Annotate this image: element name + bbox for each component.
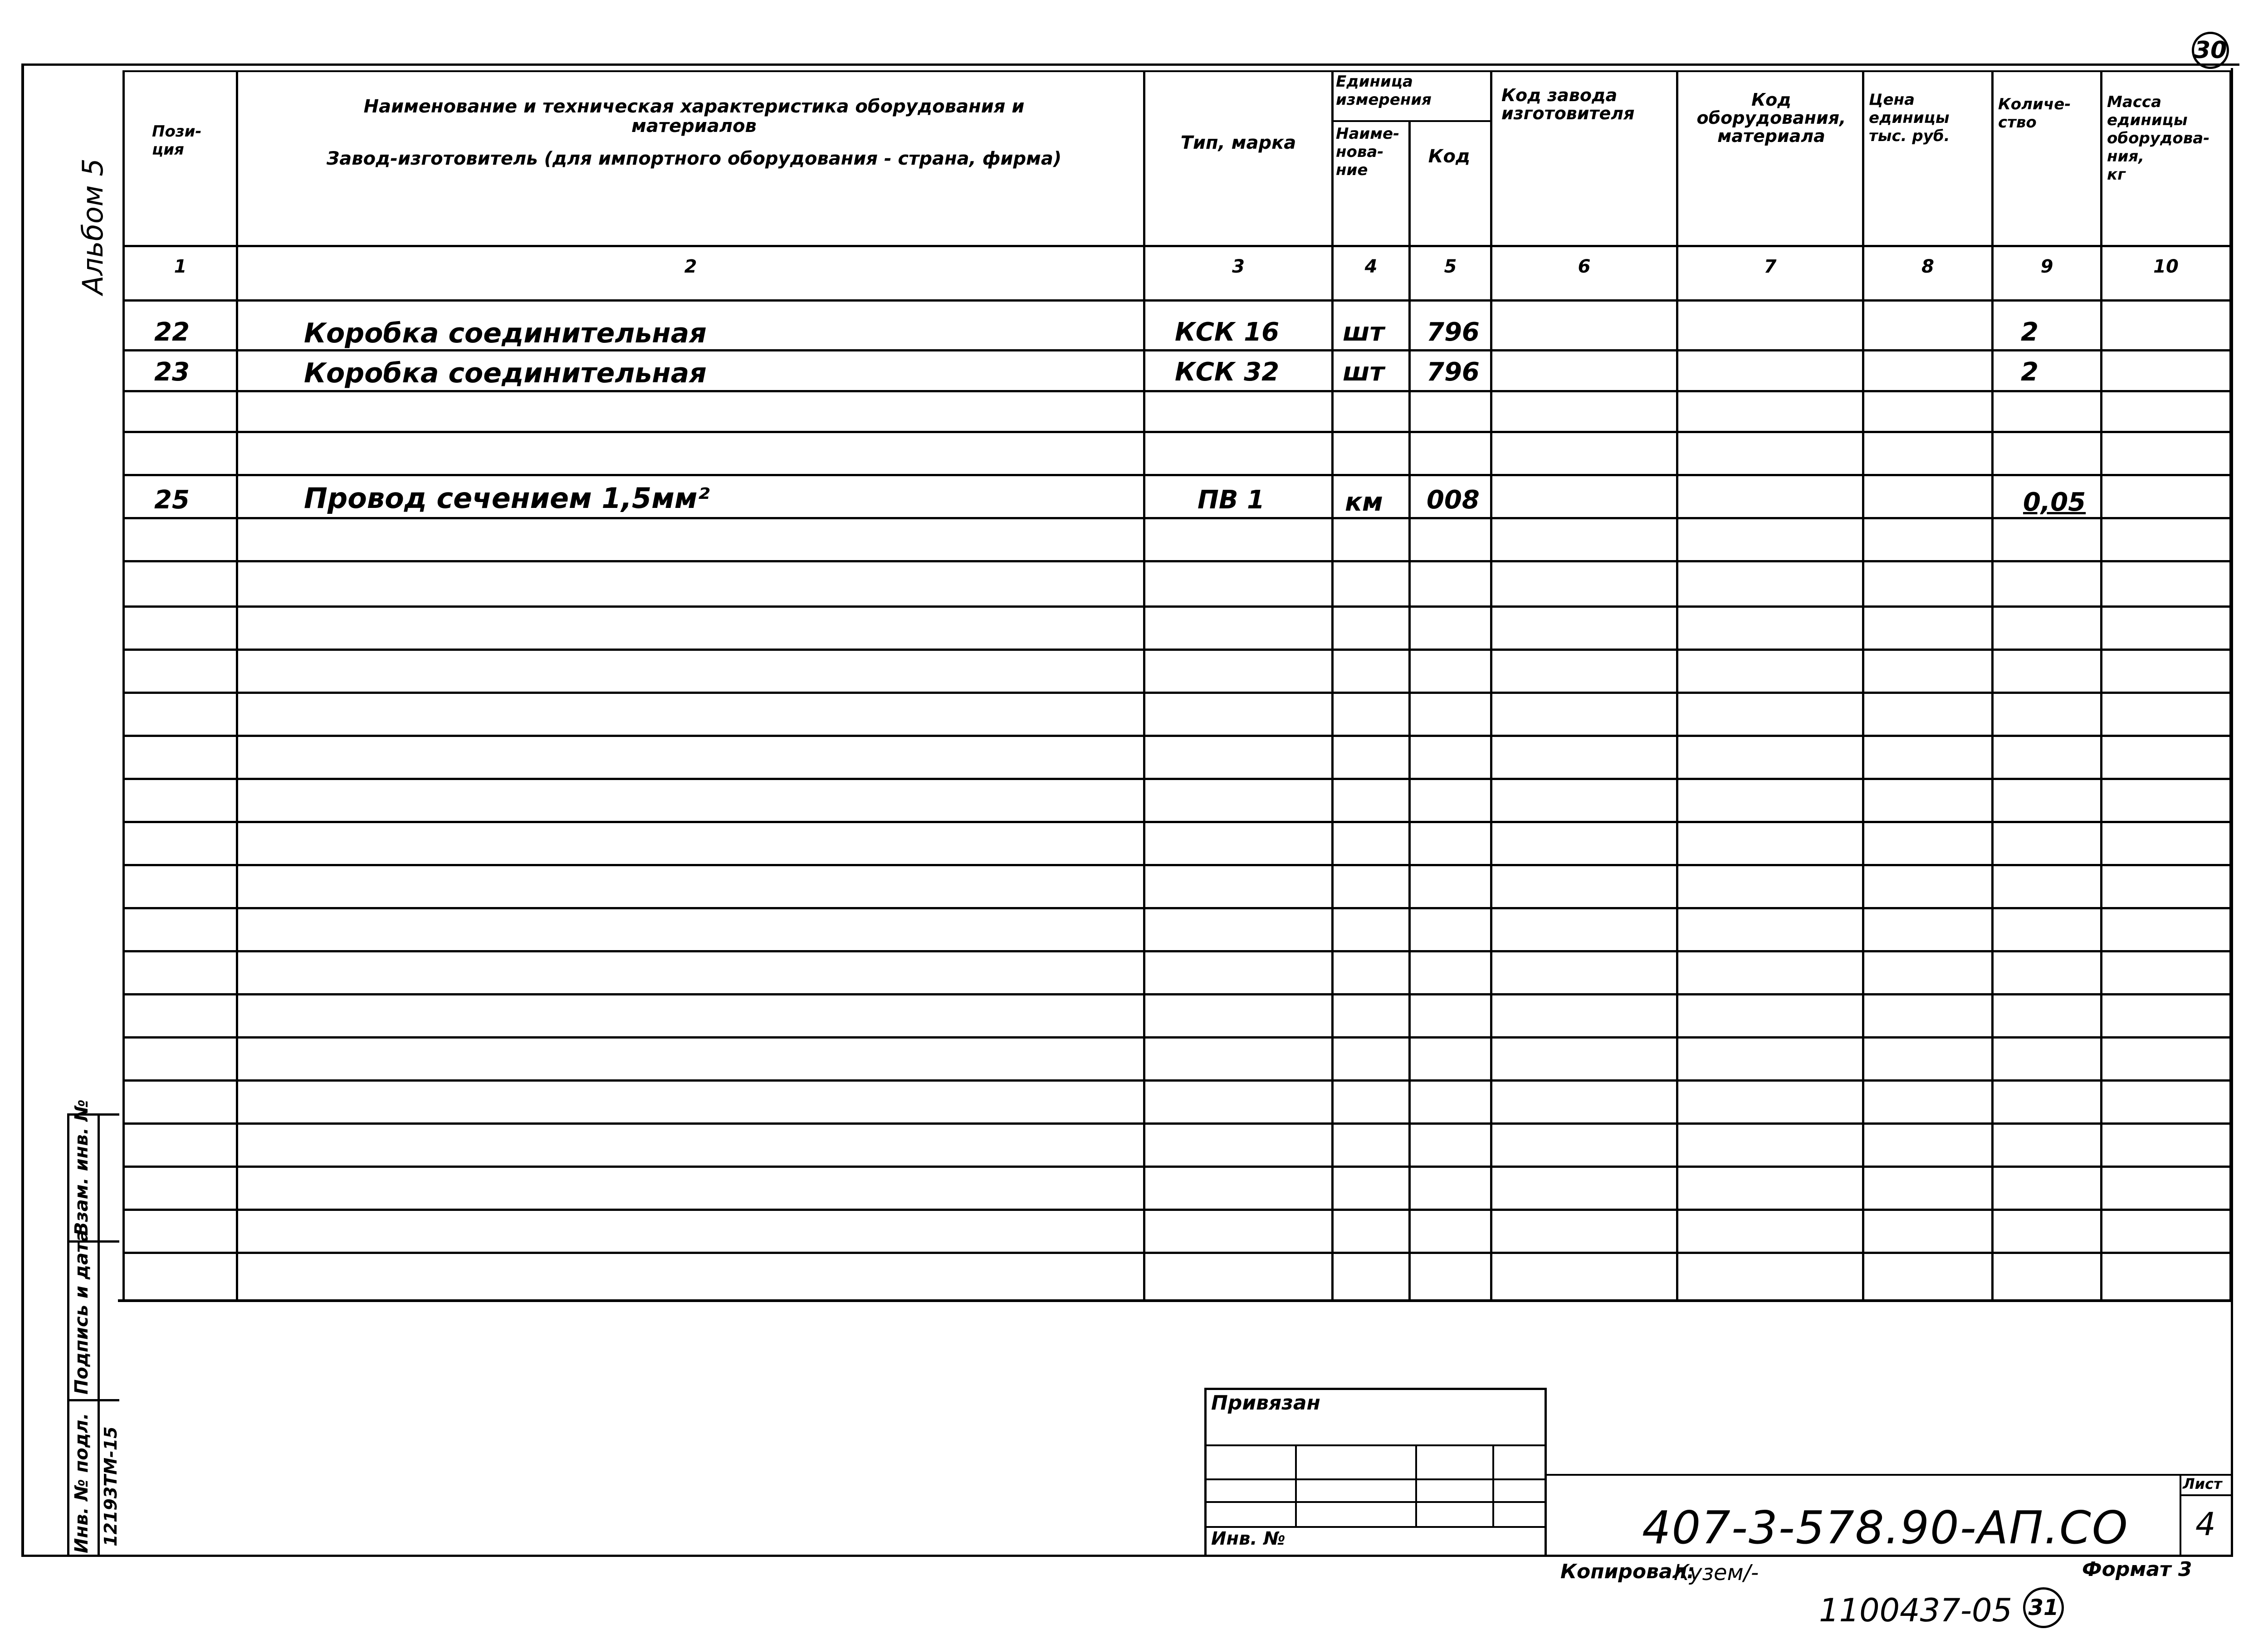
column-number: 10 — [2153, 256, 2179, 277]
binding-col — [1295, 1444, 1297, 1526]
grid-col — [1862, 70, 1864, 1302]
grid-col — [2100, 70, 2102, 1302]
binding-col — [1492, 1444, 1494, 1526]
header-name-line2: материалов — [631, 116, 757, 137]
grid-col — [1991, 70, 1994, 1302]
grid-row — [122, 778, 2232, 780]
grid-row — [122, 431, 2232, 433]
grid-col — [1408, 120, 1411, 1302]
header-type: Тип, марка — [1180, 132, 1296, 153]
title-top-line — [1547, 1474, 2232, 1476]
column-number: 3 — [1232, 256, 1245, 277]
inv-no-label: Инв. № — [1211, 1528, 1286, 1549]
grid-row — [122, 1209, 2232, 1211]
sheet-cell-split — [2180, 1494, 2232, 1496]
column-number: 4 — [1364, 256, 1378, 277]
grid-row — [122, 1166, 2232, 1168]
column-number: 1 — [174, 256, 187, 277]
grid-bottom — [118, 1299, 2232, 1302]
grid-row — [122, 1252, 2232, 1254]
header-unit-name: Наиме- нова- ние — [1336, 125, 1400, 179]
grid-col — [2229, 70, 2232, 1302]
grid-col — [1676, 70, 1678, 1302]
stamp-divider — [98, 1113, 100, 1556]
row-quantity: 2 — [2021, 357, 2038, 387]
grid-colnum-bottom — [122, 299, 2232, 302]
row-quantity: 2 — [2021, 317, 2038, 347]
grid-row — [122, 821, 2232, 823]
row-unit-code: 796 — [1427, 357, 1480, 387]
column-number: 8 — [1921, 256, 1934, 277]
grid-col — [236, 70, 238, 1302]
grid-row — [122, 907, 2232, 909]
grid-row — [122, 349, 2232, 351]
archive-number: 1100437-05 — [1819, 1592, 2013, 1629]
column-number: 5 — [1444, 256, 1457, 277]
grid-col — [122, 70, 125, 1302]
row-type: КСК 32 — [1175, 357, 1280, 387]
grid-row — [122, 390, 2232, 392]
column-number: 2 — [684, 256, 697, 277]
frame-bottom-edge — [21, 1555, 2233, 1557]
format-label: Формат 3 — [2082, 1558, 2192, 1581]
grid-col — [1143, 70, 1145, 1302]
grid-row — [122, 605, 2232, 608]
grid-row — [122, 864, 2232, 866]
sheet-cell-left — [2180, 1474, 2181, 1556]
copied-by-signature: Кузем/- — [1674, 1560, 1759, 1585]
column-number: 9 — [2040, 256, 2053, 277]
grid-row — [122, 950, 2232, 952]
sheet-badge — [2192, 32, 2229, 69]
sheet-number: 4 — [2195, 1506, 2216, 1543]
row-name: Коробка соединительная — [304, 357, 707, 389]
header-position: Пози- ция — [152, 122, 202, 159]
row-position: 23 — [154, 357, 190, 387]
stamp-replace-inv: Взам. инв. № — [71, 1099, 92, 1236]
copied-by-label: Копировал: — [1560, 1560, 1695, 1583]
header-unit-code: Код — [1428, 146, 1471, 167]
binding-row — [1204, 1526, 1547, 1528]
sheet-label: Лист — [2183, 1475, 2222, 1493]
binding-label: Привязан — [1211, 1391, 1320, 1415]
row-name: Коробка соединительная — [304, 317, 707, 349]
grid-row — [122, 692, 2232, 694]
row-name: Провод сечением 1,5мм² — [304, 482, 710, 515]
row-unit: шт — [1343, 317, 1384, 347]
binding-col — [1415, 1444, 1417, 1526]
grid-col — [1490, 70, 1492, 1302]
binding-row — [1204, 1501, 1547, 1503]
header-quantity: Количе- ство — [1998, 95, 2071, 132]
grid-row — [122, 649, 2232, 651]
spec-table — [122, 70, 2232, 1304]
column-number: 7 — [1764, 256, 1777, 277]
header-mass: Масса единицы оборудова- ния, кг — [2107, 93, 2210, 184]
row-unit-code: 796 — [1427, 317, 1480, 347]
header-factory-code: Код завода изготовителя — [1501, 85, 1635, 123]
grid-row — [122, 560, 2232, 562]
grid-row — [122, 474, 2232, 476]
grid-row — [122, 1036, 2232, 1039]
row-position: 22 — [154, 317, 190, 347]
grid-row — [122, 1122, 2232, 1125]
row-unit: шт — [1343, 357, 1384, 387]
row-type: КСК 16 — [1175, 317, 1280, 347]
stamp-inv-orig: Инв. № подл. — [71, 1413, 92, 1553]
stamp-signature-date: Подпись и дата — [71, 1229, 92, 1395]
row-quantity: 0,05 — [2023, 488, 2086, 517]
grid-row — [122, 517, 2232, 519]
header-equipment-code: Код оборудования, материала — [1696, 90, 1846, 146]
row-unit-code: 008 — [1427, 485, 1480, 515]
document-code: 407-3-578.90-АП.СО — [1642, 1501, 2129, 1554]
sheet-badge-text: 30 — [2194, 37, 2227, 64]
binding-row — [1204, 1478, 1547, 1480]
header-name-line3: Завод-изготовитель (для импортного оборудования - страна, фирма) — [326, 148, 1062, 169]
row-unit: км — [1345, 488, 1383, 517]
binding-row — [1204, 1444, 1547, 1446]
grid-unit-subline — [1331, 120, 1492, 122]
grid-col — [1331, 70, 1334, 1302]
archive-badge-text: 31 — [2028, 1595, 2059, 1620]
grid-row — [122, 993, 2232, 995]
grid-row — [122, 735, 2232, 737]
archive-badge — [2023, 1587, 2064, 1628]
header-price: Цена единицы тыс. руб. — [1869, 91, 1950, 145]
grid-header-bottom — [122, 245, 2232, 247]
stamp-outer-left — [67, 1113, 69, 1556]
header-unit-group: Единица измерения — [1336, 73, 1432, 109]
row-position: 25 — [154, 485, 190, 515]
stamp-sep — [67, 1399, 119, 1401]
header-name-line1: Наименование и техническая характеристика оборудования и — [363, 96, 1025, 117]
column-number: 6 — [1578, 256, 1591, 277]
album-label: Альбом 5 — [76, 158, 109, 295]
row-type: ПВ 1 — [1198, 485, 1265, 515]
stamp-inv-value: 12193ТМ-15 — [101, 1426, 121, 1546]
grid-top — [122, 70, 2232, 72]
grid-row — [122, 1079, 2232, 1082]
